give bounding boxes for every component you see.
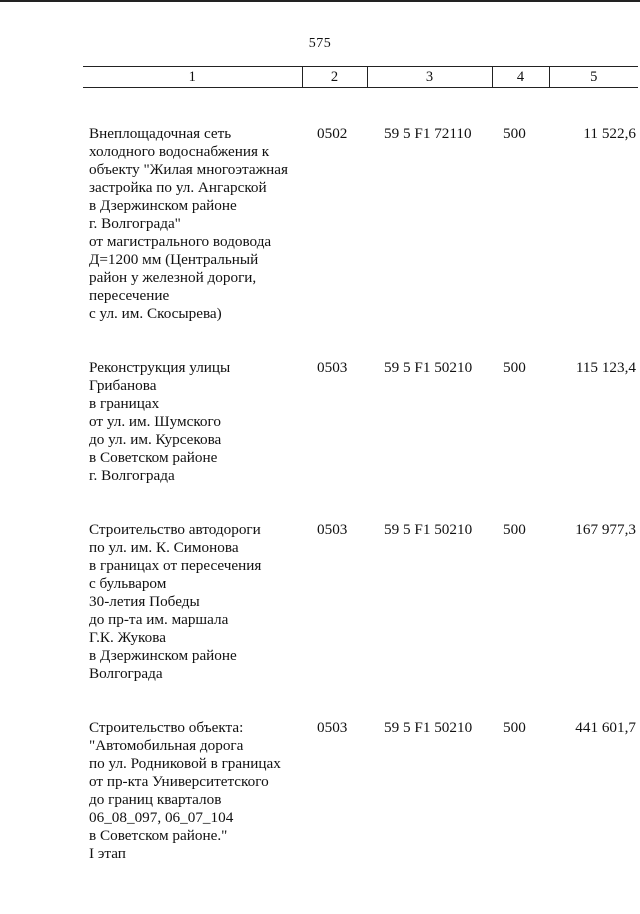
row-expense-type: 500: [503, 521, 526, 538]
spacer-row: [83, 88, 638, 126]
row-target-article: 59 5 F1 72110: [384, 125, 472, 142]
row-amount: 11 522,6: [583, 125, 636, 142]
header-col-4: 4: [492, 67, 549, 88]
row-amount: 115 123,4: [575, 359, 636, 376]
budget-table: [83, 66, 638, 863]
header-col-3: 3: [367, 67, 492, 88]
table-row: [83, 719, 638, 863]
row-expense-type: 500: [503, 719, 526, 736]
spacer-row: [83, 485, 638, 521]
page-number: 575: [308, 36, 332, 51]
header-col-5: 5: [549, 67, 638, 88]
row-section-code: 0502: [317, 125, 348, 142]
table-row: [83, 359, 638, 485]
row-amount: 167 977,3: [575, 521, 636, 538]
row-target-article: 59 5 F1 50210: [384, 521, 473, 538]
table-row: [83, 125, 638, 323]
row-name: Строительство автодороги по ул. им. К. Симонова в границах от пересечения с бульваром 30-летия Победы до пр-та им. маршала Г.К. Жукова в Дзержинском районе Волгограда: [89, 521, 262, 682]
row-section-code: 0503: [317, 719, 348, 736]
table-body: [83, 88, 638, 864]
table-header: [83, 67, 638, 88]
spacer-row: [83, 323, 638, 359]
spacer-row: [83, 683, 638, 719]
header-col-1: 1: [83, 67, 302, 88]
row-expense-type: 500: [503, 125, 526, 142]
header-row: [83, 67, 638, 88]
table-row: [83, 521, 638, 683]
row-name: Внеплощадочная сеть холодного водоснабжения к объекту "Жилая многоэтажная застройка по ул. Ангарской в Дзержинском районе г. Волгограда" от магистрального водовода Д=1200 мм (Центральный район у железной дороги, пересечение с ул. им. Скосырева): [89, 125, 288, 322]
row-target-article: 59 5 F1 50210: [384, 359, 473, 376]
row-amount: 441 601,7: [575, 719, 636, 736]
row-expense-type: 500: [503, 359, 526, 376]
row-section-code: 0503: [317, 359, 348, 376]
page-top-edge: [0, 0, 640, 2]
row-name: Строительство объекта: "Автомобильная дорога по ул. Родниковой в границах от пр-кта Университетского до границ кварталов 06_08_097, 06_07_104 в Советском районе." I этап: [89, 719, 281, 862]
row-target-article: 59 5 F1 50210: [384, 719, 473, 736]
row-section-code: 0503: [317, 521, 348, 538]
row-name: Реконструкция улицы Грибанова в границах от ул. им. Шумского до ул. им. Курсекова в Советском районе г. Волгограда: [89, 359, 231, 484]
header-col-2: 2: [302, 67, 367, 88]
